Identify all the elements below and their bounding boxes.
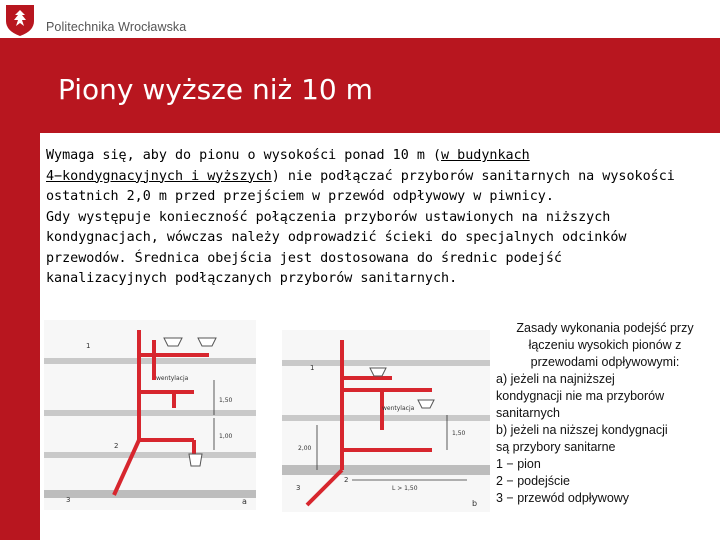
slide-body: [46, 146, 714, 290]
label-3: 3: [296, 484, 301, 492]
caption-line: przewodami odpływowymi:: [530, 355, 680, 369]
label-3: 3: [66, 496, 71, 504]
label-1: 1: [86, 342, 91, 350]
figure-letter-b: b: [472, 499, 478, 508]
caption-line: sanitarnych: [496, 406, 560, 420]
label-2: 2: [114, 442, 119, 450]
ground-slab: [44, 490, 256, 498]
slide-title: Piony wyższe niż 10 m: [58, 73, 373, 106]
paragraph-1: Wymaga się, aby do pionu o wysokości ponad 10 m (w budynkach 4−kondygnacyjnych i wyższych) nie podłączać przyborów sanitarnych na wysokości ostatnich 2,0 m przed przejściem w przewód odpływowy w piwnicy.: [46, 148, 675, 204]
paragraph-2: Gdy występuje konieczność połączenia przyborów ustawionych na niższych kondygnacjach, wówczas należy odprowadzić ścieki do specjalnych odcinków przewodów. Średnica obejścia jest dostosowana do średnic podejść kanalizacyjnych podłączanych przyborów sanitarnych.: [46, 209, 627, 286]
top-bar: [0, 0, 720, 38]
link-buildings[interactable]: w budynkach: [441, 148, 530, 163]
floor-slab: [44, 410, 256, 416]
caption-line: 1 − pion: [496, 457, 541, 471]
diagram-b: [282, 330, 490, 512]
diagram-a: [44, 320, 256, 510]
floor-slab: [282, 415, 490, 421]
caption-line: są przybory sanitarne: [496, 440, 616, 454]
dimension-150: 1,50: [452, 430, 466, 437]
figure-letter-a: a: [242, 497, 247, 506]
floor-slab: [44, 452, 256, 458]
caption-line: b) jeżeli na niższej kondygnacji: [496, 423, 668, 437]
floor-slab: [44, 358, 256, 364]
label-1: 1: [310, 364, 315, 372]
caption-line: łączeniu wysokich pionów z: [528, 338, 682, 352]
dimension-200: 2,00: [298, 445, 312, 452]
figure-caption: [496, 320, 714, 507]
left-brand-stripe: [0, 38, 40, 540]
dimension-100: 1,00: [219, 433, 233, 440]
caption-line: kondygnacji nie ma przyborów: [496, 389, 665, 403]
ground-slab: [282, 465, 490, 475]
university-crest-icon: [4, 3, 36, 37]
link-storeys[interactable]: 4−kondygnacyjnych i wyższych: [46, 168, 272, 184]
dimension-L: L > 1,50: [392, 485, 418, 492]
ventilation-label: wentylacja: [382, 405, 415, 412]
ventilation-label: wentylacja: [156, 375, 189, 382]
caption-line: a) jeżeli na najniższej: [496, 372, 615, 386]
label-2: 2: [344, 476, 349, 484]
caption-line: 2 − podejście: [496, 474, 571, 488]
dimension-150: 1,50: [219, 397, 233, 404]
caption-line: 3 − przewód odpływowy: [496, 491, 630, 505]
caption-line: Zasady wykonania podejść przy: [516, 321, 694, 335]
university-name: Politechnika Wrocławska: [46, 20, 187, 34]
